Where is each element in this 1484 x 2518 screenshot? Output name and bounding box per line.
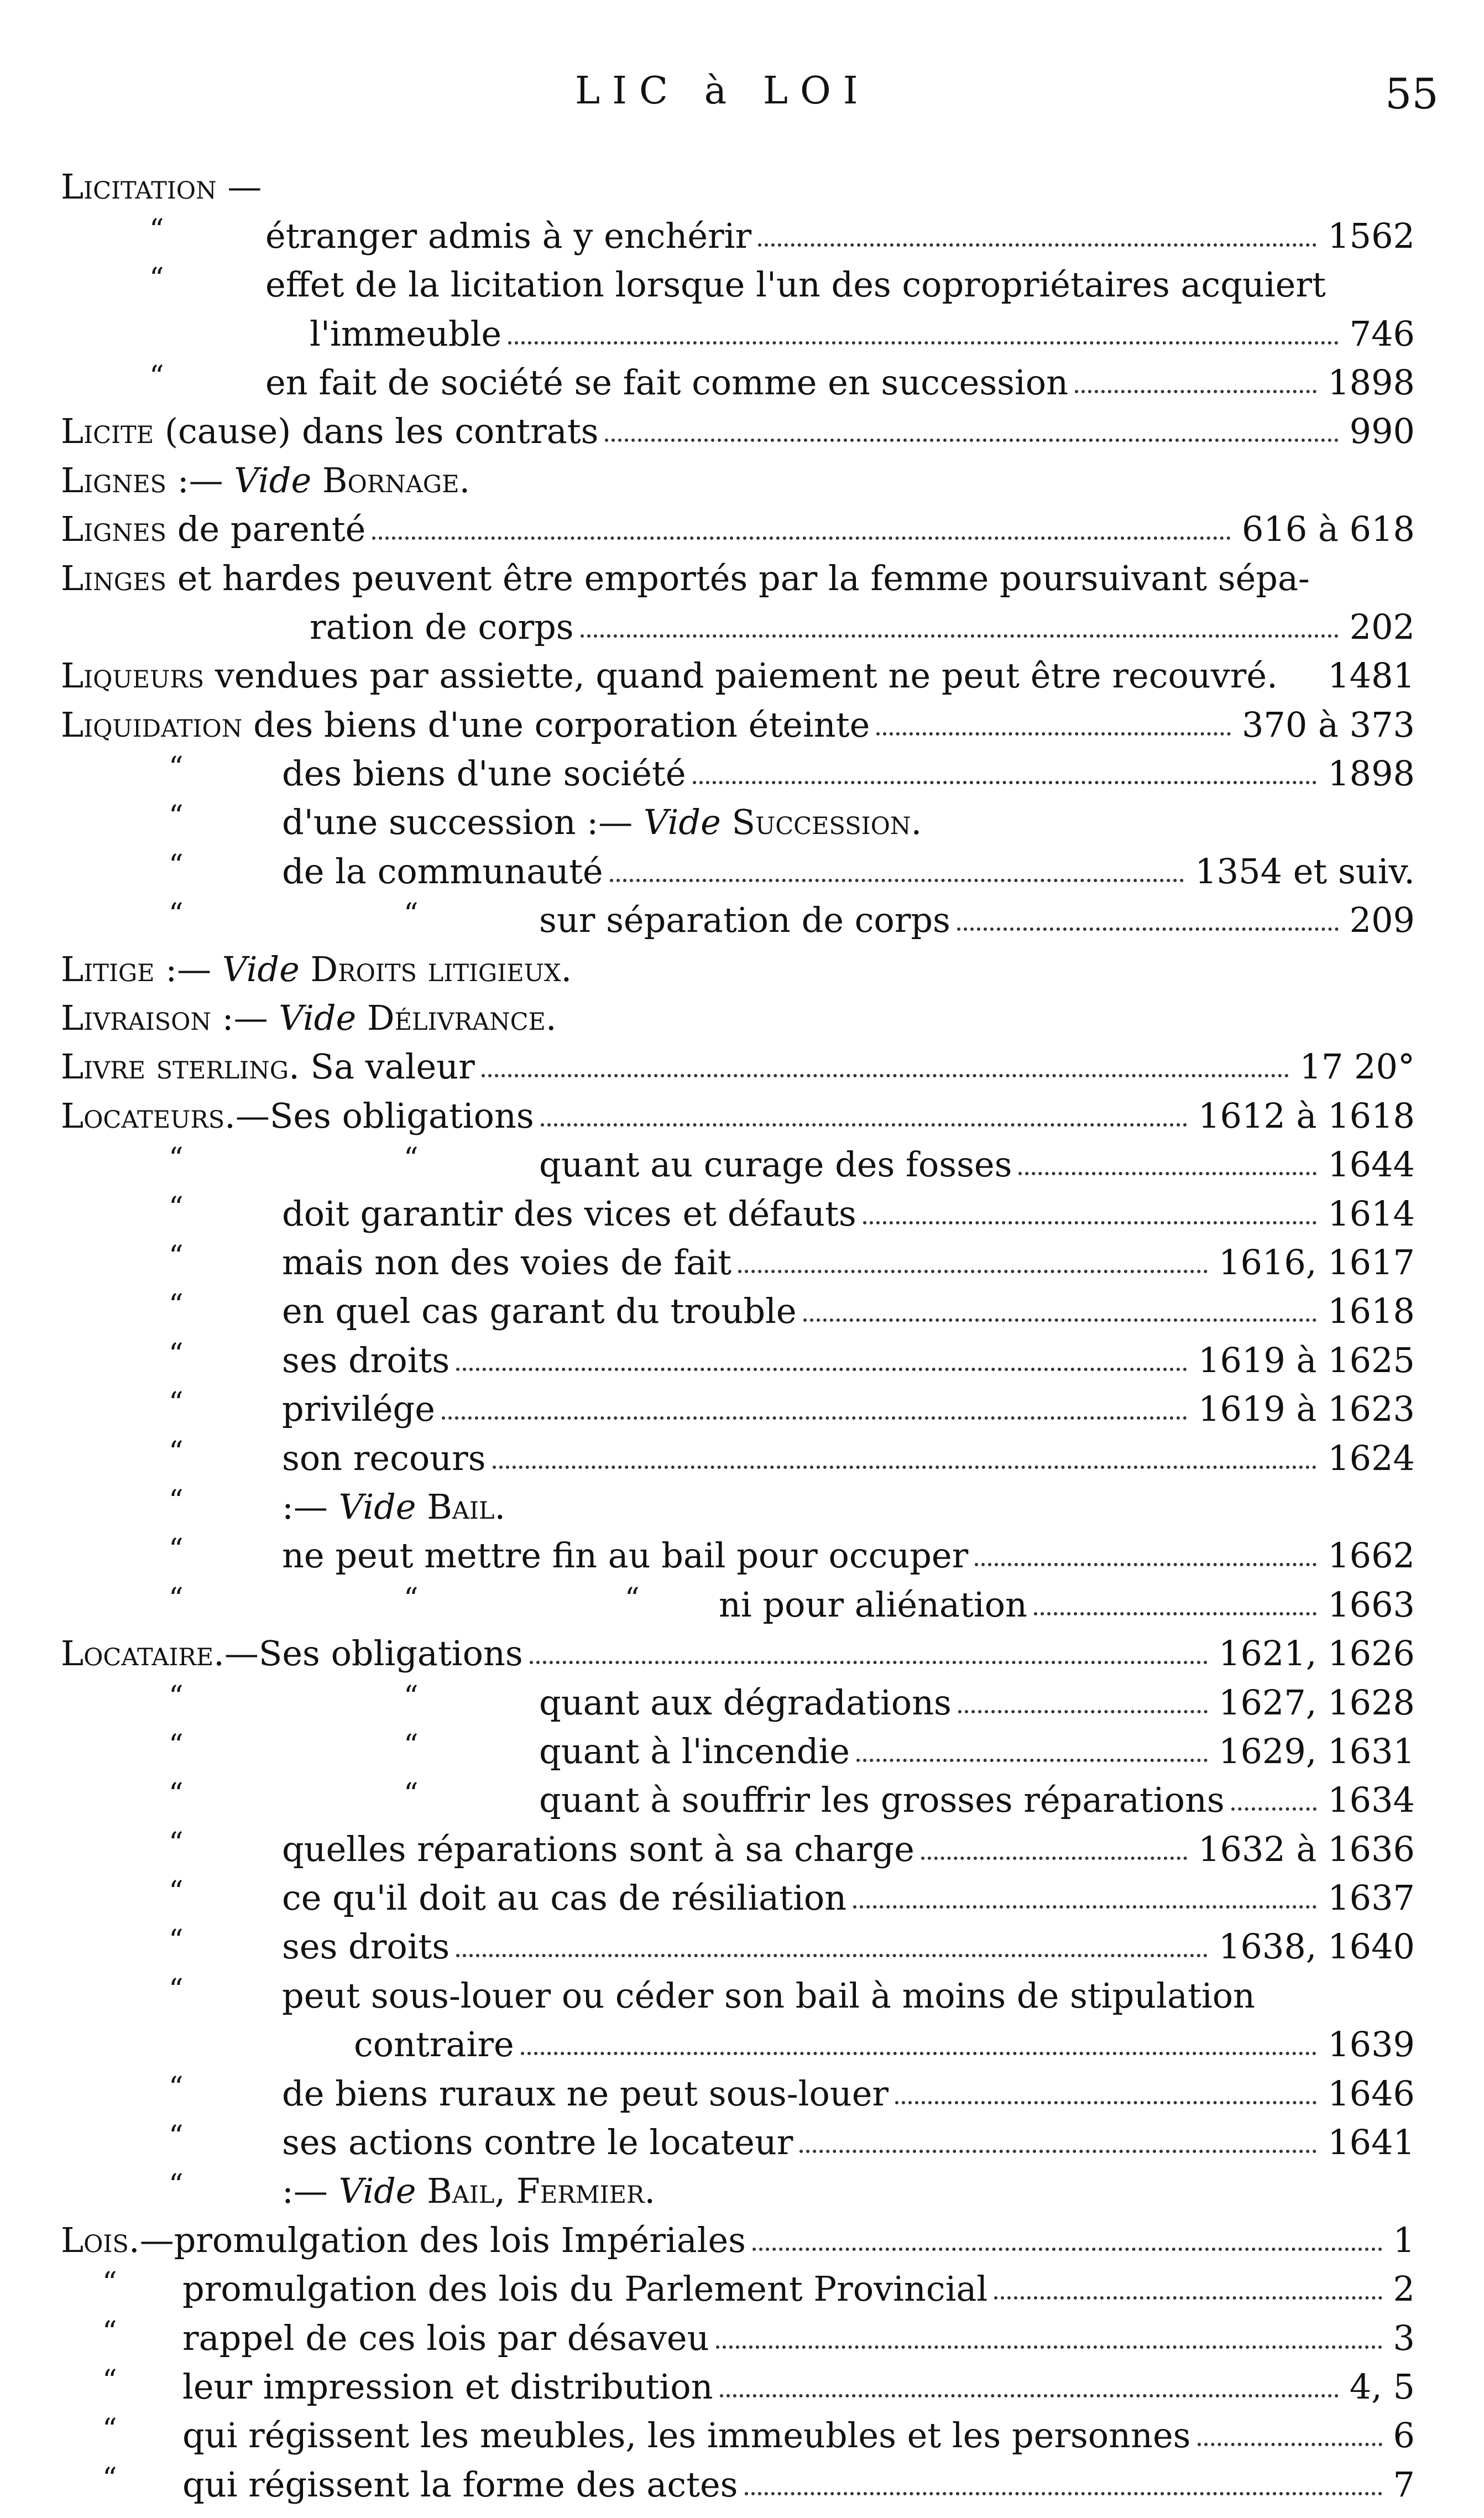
- entry-text: qui régissent la forme des actes: [182, 2464, 738, 2505]
- dot-leader: [508, 341, 1339, 345]
- entry-text: quant à souffrir les grosses réparations: [539, 1780, 1225, 1821]
- ditto-mark: “: [102, 2462, 117, 2495]
- article-reference: 1612 à 1618: [1198, 1095, 1415, 1136]
- entry-text: son recours: [282, 1437, 486, 1478]
- cross-reference-vide: Vide: [643, 802, 721, 843]
- dot-leader: [738, 1270, 1208, 1273]
- index-entry: [0, 1434, 1484, 1483]
- entry-text: de la communauté: [282, 851, 603, 892]
- index-entry: [0, 1825, 1484, 1874]
- running-header: [0, 69, 1484, 124]
- entry-line: [282, 1339, 1415, 1380]
- entry-line: [61, 166, 262, 207]
- dot-leader: [693, 781, 1317, 784]
- entry-text: Licite (cause) dans les contrats: [61, 411, 599, 452]
- entry-line: [539, 1780, 1415, 1821]
- dot-leader: [605, 439, 1338, 442]
- ditto-mark: “: [169, 1777, 184, 1811]
- index-entry: [0, 994, 1484, 1043]
- ditto-mark: “: [404, 1582, 419, 1615]
- entry-line: [182, 2366, 1415, 2407]
- entry-text: Licitation —: [61, 166, 262, 207]
- cross-reference-target: Bail.: [416, 1486, 506, 1527]
- entry-heading: Livraison: [61, 998, 211, 1039]
- dot-leader: [1034, 1612, 1316, 1615]
- dot-leader: [895, 2101, 1316, 2104]
- entry-text: Lois.—promulgation des lois Impériales: [61, 2219, 746, 2260]
- entry-text: ce qu'il doit au cas de résiliation: [282, 1878, 847, 1919]
- entry-text: mais non des voies de fait: [282, 1242, 732, 1283]
- ditto-mark: “: [169, 2168, 184, 2202]
- article-reference: 1637: [1328, 1878, 1415, 1919]
- article-reference: 1354 et suiv.: [1195, 851, 1415, 892]
- ditto-mark: “: [102, 2266, 117, 2300]
- entry-heading: Linges: [61, 557, 166, 598]
- dot-leader: [482, 1074, 1289, 1077]
- entry-line: [282, 1486, 506, 1527]
- entry-text: Liquidation des biens d'une corporation éteinte: [61, 704, 870, 745]
- article-reference: 1616, 1617: [1219, 1242, 1415, 1283]
- ditto-mark: “: [169, 1289, 184, 1322]
- article-reference: 1638, 1640: [1219, 1926, 1415, 1967]
- entry-line: [539, 1144, 1415, 1185]
- ditto-mark: “: [102, 2413, 117, 2447]
- article-reference: 1621, 1626: [1219, 1633, 1415, 1674]
- index-entry: [0, 2265, 1484, 2314]
- index-entry: [0, 505, 1484, 554]
- entry-line: [61, 1046, 1415, 1087]
- entry-heading: Liquidation: [61, 704, 243, 745]
- article-reference: 1: [1393, 2219, 1415, 2260]
- index-entry: [0, 456, 1484, 505]
- ditto-mark: “: [149, 359, 164, 393]
- cross-reference-target: Droits litigieux.: [299, 948, 572, 989]
- entry-text: quant aux dégradations: [539, 1682, 952, 1723]
- article-reference: 2: [1393, 2269, 1415, 2310]
- index-entry: [0, 1483, 1484, 1532]
- article-reference: 3: [1393, 2317, 1415, 2358]
- index-entry: [0, 554, 1484, 603]
- entry-line: [265, 362, 1415, 403]
- cross-reference-target: Bornage.: [311, 460, 471, 501]
- dot-leader: [853, 1905, 1316, 1909]
- entry-heading: Locataire.: [61, 1633, 224, 1674]
- entry-line: [282, 2122, 1415, 2163]
- entry-heading: Licite: [61, 411, 154, 452]
- dot-leader: [541, 1123, 1187, 1127]
- article-reference: 1619 à 1623: [1198, 1389, 1415, 1430]
- article-reference: 1618: [1328, 1291, 1415, 1332]
- ditto-mark: “: [169, 898, 184, 931]
- entry-text: Locateurs.—Ses obligations: [61, 1095, 534, 1136]
- entry-line: [310, 606, 1415, 647]
- index-entry: [0, 652, 1484, 701]
- entry-line: [282, 1242, 1415, 1283]
- index-entry: [0, 1972, 1484, 2020]
- entry-line: [61, 509, 1415, 550]
- index-entry: [0, 1630, 1484, 1678]
- index-entry: [0, 1728, 1484, 1776]
- article-reference: 202: [1349, 606, 1415, 647]
- index-entry: [0, 163, 1484, 212]
- entry-line: [282, 1975, 1255, 2016]
- index-entry: [0, 603, 1484, 652]
- ditto-mark: “: [169, 848, 184, 882]
- index-entry: [0, 1092, 1484, 1140]
- entry-line: [61, 948, 572, 989]
- index-entry: [0, 2412, 1484, 2460]
- entry-heading: Litige: [61, 948, 155, 989]
- entry-text: leur impression et distribution: [182, 2366, 713, 2407]
- ditto-mark: “: [169, 1239, 184, 1273]
- entry-line: [539, 900, 1415, 941]
- cross-reference-target: Succession.: [720, 802, 922, 843]
- entry-text: Lignes de parenté: [61, 509, 366, 550]
- entry-line: [61, 1095, 1415, 1136]
- dot-leader: [456, 1368, 1187, 1371]
- ditto-mark: “: [169, 1386, 184, 1420]
- entry-line: [61, 460, 471, 501]
- dot-leader: [758, 243, 1316, 247]
- entry-text: rappel de ces lois par désaveu: [182, 2317, 709, 2358]
- dot-leader: [856, 1759, 1208, 1762]
- entry-text: de biens ruraux ne peut sous-louer: [282, 2073, 889, 2114]
- entry-text: effet de la licitation lorsque l'un des copropriétaires acquiert: [265, 264, 1326, 305]
- index-entry: [0, 2119, 1484, 2167]
- dot-leader: [957, 927, 1339, 931]
- entry-line: [61, 998, 557, 1039]
- entry-line: [719, 1584, 1415, 1625]
- ditto-mark: “: [404, 1728, 419, 1762]
- entry-line: [354, 2024, 1415, 2065]
- entry-text: promulgation des lois du Parlement Provincial: [182, 2269, 988, 2310]
- index-entry: [0, 261, 1484, 310]
- article-reference: 1634: [1328, 1780, 1415, 1821]
- index-entry: [0, 359, 1484, 408]
- ditto-mark: “: [404, 898, 419, 931]
- index-entry: [0, 2363, 1484, 2412]
- ditto-mark: “: [169, 1582, 184, 1615]
- entry-text: :— Vide Bail, Fermier.: [282, 2171, 656, 2212]
- article-reference: 1619 à 1625: [1198, 1339, 1415, 1380]
- index-entry: [0, 1923, 1484, 1972]
- cross-reference-vide: Vide: [279, 998, 357, 1039]
- article-reference: 4, 5: [1349, 2366, 1415, 2407]
- entry-text: ration de corps: [310, 606, 574, 647]
- index-entry: [0, 2460, 1484, 2509]
- entry-line: [61, 2219, 1415, 2260]
- cross-reference-vide: Vide: [222, 948, 300, 989]
- dot-leader: [1231, 1807, 1317, 1811]
- entry-line: [310, 313, 1415, 354]
- article-reference: 746: [1349, 313, 1415, 354]
- dot-leader: [863, 1221, 1316, 1224]
- cross-reference-target: Délivrance.: [356, 998, 557, 1039]
- ditto-mark: “: [169, 1875, 184, 1909]
- entry-heading: Lignes: [61, 460, 166, 501]
- entry-text: quant au curage des fosses: [539, 1144, 1012, 1185]
- entry-line: [182, 2317, 1415, 2358]
- ditto-mark: “: [169, 1142, 184, 1176]
- ditto-mark: “: [169, 1191, 184, 1224]
- entry-text: sur séparation de corps: [539, 900, 950, 941]
- dot-leader: [975, 1563, 1316, 1566]
- entry-text: ses droits: [282, 1339, 450, 1380]
- ditto-mark: “: [404, 1680, 419, 1713]
- ditto-mark: “: [404, 1777, 419, 1811]
- entry-line: [282, 753, 1415, 794]
- entry-text: doit garantir des vices et défauts: [282, 1193, 856, 1234]
- dot-leader: [442, 1416, 1187, 1420]
- page-number: 55: [1385, 69, 1439, 118]
- entry-text: ses actions contre le locateur: [282, 2122, 793, 2163]
- index-entry: [0, 799, 1484, 847]
- entry-heading: Livre sterling.: [61, 1046, 300, 1087]
- entry-line: [61, 1633, 1415, 1674]
- index-entry: [0, 1239, 1484, 1287]
- ditto-mark: “: [149, 262, 164, 296]
- dot-leader: [610, 879, 1184, 882]
- dot-leader: [581, 634, 1339, 638]
- entry-text: Litige :— Vide Droits litigieux.: [61, 948, 572, 989]
- dot-leader: [921, 1857, 1187, 1860]
- entry-text: quant à l'incendie: [539, 1730, 850, 1771]
- running-title: LIC à LOI: [575, 69, 870, 113]
- article-reference: 1646: [1328, 2073, 1415, 2114]
- dot-leader: [1198, 2443, 1382, 2446]
- index-entry: [0, 1874, 1484, 1923]
- index-entry: [0, 1287, 1484, 1336]
- index-entry: [0, 1141, 1484, 1190]
- entry-text: en quel cas garant du trouble: [282, 1291, 797, 1332]
- article-reference: 1481: [1328, 655, 1415, 696]
- article-reference: 1562: [1328, 215, 1415, 256]
- entry-line: [282, 2171, 656, 2212]
- ditto-mark: “: [149, 213, 164, 247]
- dot-leader: [994, 2296, 1382, 2300]
- entry-text: Livraison :— Vide Délivrance.: [61, 998, 557, 1039]
- ditto-mark: “: [169, 1484, 184, 1518]
- article-reference: 6: [1393, 2415, 1415, 2456]
- entry-line: [182, 2415, 1415, 2456]
- dot-leader: [720, 2394, 1339, 2397]
- article-reference: 7: [1393, 2464, 1415, 2505]
- ditto-mark: “: [102, 2315, 117, 2349]
- entry-line: [265, 215, 1415, 256]
- article-reference: 1662: [1328, 1535, 1415, 1576]
- entry-line: [282, 1535, 1415, 1576]
- article-reference: 1639: [1328, 2024, 1415, 2065]
- ditto-mark: “: [169, 1533, 184, 1567]
- cross-reference-vide: Vide: [338, 2171, 416, 2212]
- entry-text: des biens d'une société: [282, 753, 686, 794]
- index-entry: [0, 1385, 1484, 1434]
- dot-leader: [745, 2492, 1382, 2495]
- entry-text: peut sous-louer ou céder son bail à moins de stipulation: [282, 1975, 1255, 2016]
- index-entry: [0, 2216, 1484, 2265]
- index-entry: [0, 1678, 1484, 1727]
- index-entry: [0, 2021, 1484, 2069]
- entry-line: [282, 1193, 1415, 1234]
- entry-line: [539, 1730, 1415, 1771]
- entry-text: d'une succession :— Vide Succession.: [282, 802, 922, 843]
- dot-leader: [493, 1466, 1317, 1469]
- entry-text: qui régissent les meubles, les immeubles et les personnes: [182, 2415, 1191, 2456]
- entry-line: [282, 851, 1415, 892]
- entry-line: [61, 411, 1415, 452]
- article-reference: 370 à 373: [1241, 704, 1415, 745]
- article-reference: 1614: [1328, 1193, 1415, 1234]
- index-entry: [0, 2314, 1484, 2363]
- ditto-mark: “: [625, 1582, 640, 1615]
- entry-line: [282, 1828, 1415, 1869]
- ditto-mark: “: [169, 1337, 184, 1371]
- ditto-mark: “: [169, 1728, 184, 1762]
- article-reference: 990: [1349, 411, 1415, 452]
- dot-leader: [1075, 390, 1316, 393]
- index-entry: [0, 2167, 1484, 2216]
- dot-leader: [876, 732, 1231, 736]
- entry-text: quelles réparations sont à sa charge: [282, 1828, 915, 1869]
- article-reference: 1624: [1328, 1437, 1415, 1478]
- entry-line: [182, 2269, 1415, 2310]
- ditto-mark: “: [169, 1826, 184, 1860]
- ditto-mark: “: [169, 1680, 184, 1713]
- entry-text: Locataire.—Ses obligations: [61, 1633, 523, 1674]
- index-entry: [0, 847, 1484, 896]
- entry-text: Lignes :— Vide Bornage.: [61, 460, 471, 501]
- cross-reference-target: Bail, Fermier.: [416, 2171, 656, 2212]
- entry-text: privilége: [282, 1389, 435, 1430]
- index-entry: [0, 1336, 1484, 1385]
- article-reference: 1898: [1328, 753, 1415, 794]
- entry-line: [182, 2464, 1415, 2505]
- entry-heading: Locateurs.: [61, 1095, 236, 1136]
- entry-text: contraire: [354, 2024, 514, 2065]
- entry-text: Livre sterling. Sa valeur: [61, 1046, 475, 1087]
- index-entry: [0, 1190, 1484, 1238]
- entry-text: ni pour aliénation: [719, 1584, 1027, 1625]
- dot-leader: [521, 2052, 1317, 2055]
- entry-text: ne peut mettre fin au bail pour occuper: [282, 1535, 969, 1576]
- ditto-mark: “: [404, 1142, 419, 1176]
- dot-leader: [753, 2248, 1382, 2251]
- entry-heading: Licitation: [61, 166, 217, 207]
- dot-leader: [372, 536, 1231, 540]
- entry-text: l'immeuble: [310, 313, 502, 354]
- index-entry: [0, 1581, 1484, 1629]
- index-entry: [0, 945, 1484, 994]
- index-entry: [0, 896, 1484, 945]
- dot-leader: [716, 2345, 1382, 2349]
- dot-leader: [530, 1661, 1208, 1664]
- index-entry: [0, 310, 1484, 358]
- entry-line: [61, 655, 1415, 696]
- entry-line: [61, 557, 1310, 598]
- index-entry: [0, 408, 1484, 456]
- article-reference: 1663: [1328, 1584, 1415, 1625]
- entry-line: [282, 802, 922, 843]
- index-entry: [0, 1776, 1484, 1825]
- article-reference: 1632 à 1636: [1198, 1828, 1415, 1869]
- ditto-mark: “: [169, 2071, 184, 2104]
- cross-reference-vide: Vide: [338, 1486, 416, 1527]
- entry-line: [61, 704, 1415, 745]
- entry-line: [282, 1878, 1415, 1919]
- entry-line: [282, 2073, 1415, 2114]
- ditto-mark: “: [169, 751, 184, 785]
- entry-text: Liqueurs vendues par assiette, quand paiement ne peut être recouvré.: [61, 655, 1278, 696]
- article-reference: 1629, 1631: [1219, 1730, 1415, 1771]
- index-entry: [0, 212, 1484, 260]
- entry-text: en fait de société se fait comme en succession: [265, 362, 1069, 403]
- index-entry: [0, 1532, 1484, 1581]
- entry-line: [265, 264, 1326, 305]
- index-entries: [0, 163, 1484, 2510]
- index-entry: [0, 1043, 1484, 1092]
- entry-text: ses droits: [282, 1926, 450, 1967]
- entry-heading: Lois.: [61, 2219, 140, 2260]
- dot-leader: [800, 2150, 1316, 2153]
- ditto-mark: “: [169, 2120, 184, 2154]
- dot-leader: [803, 1318, 1317, 1322]
- dot-leader: [958, 1710, 1208, 1713]
- entry-text: Linges et hardes peuvent être emportés par la femme poursuivant sépa-: [61, 557, 1310, 598]
- dot-leader: [1018, 1172, 1316, 1175]
- entry-line: [539, 1682, 1415, 1723]
- entry-text: :— Vide Bail.: [282, 1486, 506, 1527]
- article-reference: 1641: [1328, 2122, 1415, 2163]
- article-reference: 1644: [1328, 1144, 1415, 1185]
- dot-leader: [456, 1954, 1208, 1957]
- article-reference: 1627, 1628: [1219, 1682, 1415, 1723]
- ditto-mark: “: [102, 2364, 117, 2397]
- ditto-mark: “: [169, 1924, 184, 1958]
- index-entry: [0, 701, 1484, 749]
- ditto-mark: “: [169, 1435, 184, 1469]
- article-reference: 1898: [1328, 362, 1415, 403]
- entry-text: étranger admis à y enchérir: [265, 215, 752, 256]
- index-entry: [0, 2069, 1484, 2118]
- article-reference: 209: [1349, 900, 1415, 941]
- entry-line: [282, 1389, 1415, 1430]
- ditto-mark: “: [169, 1973, 184, 2006]
- entry-line: [282, 1926, 1415, 1967]
- entry-heading: Liqueurs: [61, 655, 205, 696]
- cross-reference-vide: Vide: [234, 460, 312, 501]
- index-entry: [0, 750, 1484, 799]
- entry-line: [282, 1291, 1415, 1332]
- article-reference: 616 à 618: [1241, 509, 1415, 550]
- entry-line: [282, 1437, 1415, 1478]
- entry-heading: Lignes: [61, 509, 166, 550]
- article-reference: 17 20°: [1299, 1046, 1415, 1087]
- ditto-mark: “: [169, 800, 184, 833]
